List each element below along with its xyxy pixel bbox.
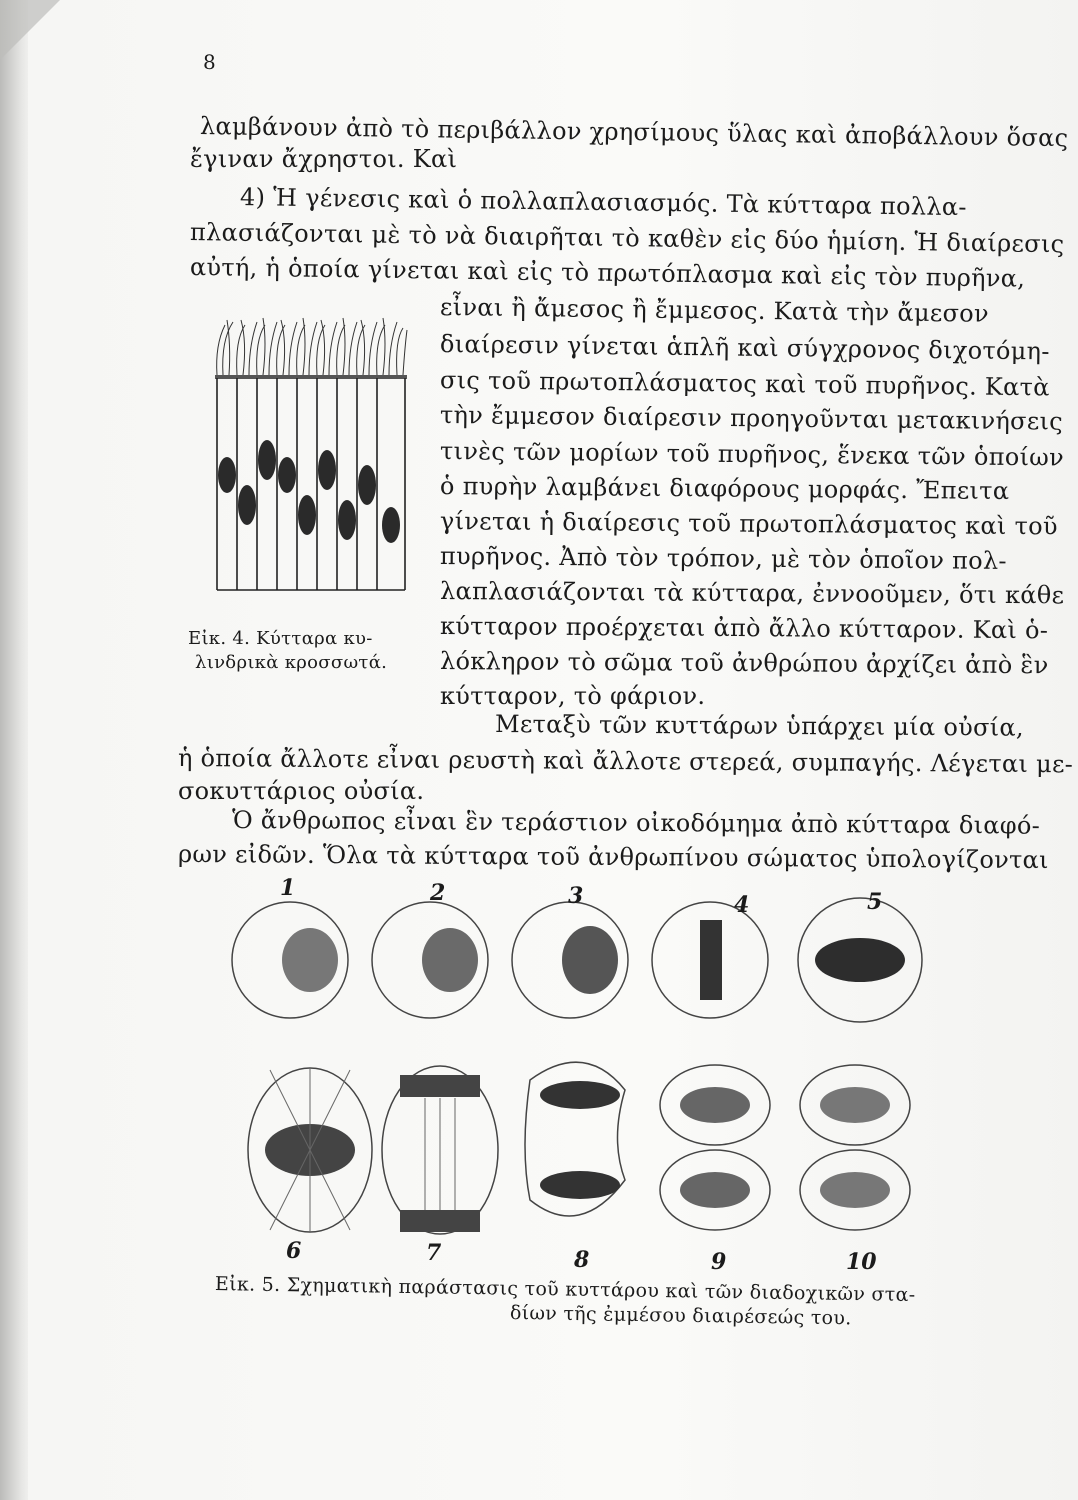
text-line: πλασιάζονται μὲ τὸ νὰ διαιρῆται τὸ καθὲν εἰς δύο ἡμίση. Ἡ διαίρεσις (189, 218, 1065, 259)
figure-5-caption-line: Εἰκ. 5. Σχηματικὴ παράστασις τοῦ κυττάρου καὶ τῶν διαδοχικῶν στα- (214, 1273, 916, 1307)
text-line: σις τοῦ πρωτοπλάσματος καὶ τοῦ πυρῆνος. Κατὰ (439, 366, 1050, 402)
stage-number: 10 (846, 1249, 877, 1275)
figure-5-caption-line: δίων τῆς ἐμμέσου διαιρέσεώς του. (509, 1302, 852, 1330)
stage-number: 3 (568, 883, 584, 909)
stage-number: 9 (711, 1249, 727, 1275)
page-number: 8 (203, 50, 216, 74)
figure-4-ciliated-cells (205, 300, 420, 600)
stage-number: 7 (426, 1240, 442, 1266)
figure-4-caption-line: λινδρικὰ κροσσωτά. (195, 652, 388, 673)
text-line: ὁ πυρὴν λαμβάνει διαφόρους μορφάς. Ἔπειτα (439, 472, 1010, 505)
text-line: τὴν ἔμμεσον διαίρεσιν προηγοῦνται μετακινήσεις (439, 401, 1064, 436)
stage-number: 1 (280, 875, 296, 901)
text-line: εἶναι ἢ ἄμεσος ἢ ἔμμεσος. Κατὰ τὴν ἄμεσον (439, 293, 990, 328)
stage-number: 4 (734, 892, 750, 918)
text-line: διαίρεσιν γίνεται ἁπλῆ καὶ σύγχρονος διχοτόμη- (439, 330, 1050, 366)
stage-number: 2 (430, 880, 446, 906)
text-line: αὐτή, ἡ ὁποία γίνεται καὶ εἰς τὸ πρωτόπλασμα καὶ εἰς τὸν πυρῆνα, (189, 253, 1026, 293)
stage-number: 6 (286, 1238, 302, 1264)
text-line: Μεταξὺ τῶν κυττάρων ὑπάρχει μία οὐσία, (494, 710, 1024, 742)
page-corner (0, 0, 60, 60)
text-line: ρων εἰδῶν. Ὅλα τὰ κύτταρα τοῦ ἀνθρωπίνου σώματος ὑπολογίζονται (177, 840, 1049, 875)
text-line: 4) Ἡ γένεσις καὶ ὁ πολλαπλασιασμός. Τὰ κύτταρα πολλα- (239, 183, 967, 222)
text-line: Ὁ ἄνθρωπος εἶναι ἓν τεράστιον οἰκοδόμημα ἀπὸ κύτταρα διαφό- (231, 806, 1041, 840)
text-line: γίνεται ἡ διαίρεσις τοῦ πρωτοπλάσματος καὶ τοῦ (439, 507, 1058, 541)
text-line: κύτταρον, τὸ φάριον. (440, 682, 706, 710)
text-line: ἔγιναν ἄχρηστοι. Καὶ (190, 145, 458, 173)
text-line: λαμβάνουν ἀπὸ τὸ περιβάλλον χρησίμους ὕλας καὶ ἀποβάλλουν ὅσας (199, 112, 1069, 153)
stage-number: 5 (867, 889, 883, 915)
stage-number: 8 (574, 1247, 590, 1273)
text-line: ἡ ὁποία ἄλλοτε εἶναι ρευστὴ καὶ ἄλλοτε στερεά, συμπαγής. Λέγεται με- (177, 744, 1074, 779)
text-line: τινὲς τῶν μορίων τοῦ πυρῆνος, ἕνεκα τῶν ὁποίων (439, 437, 1065, 472)
text-line: λαπλασιάζονται τὰ κύτταρα, ἐννοοῦμεν, ὅτι κάθε (439, 577, 1065, 610)
text-line: λόκληρον τὸ σῶμα τοῦ ἀνθρώπου ἀρχίζει ἀπὸ ἓν (439, 647, 1049, 680)
figure-5-mitosis-stages (230, 880, 950, 1280)
page-edge-shadow (0, 0, 28, 1500)
text-line: κύτταρον προέρχεται ἀπὸ ἄλλο κύτταρον. Καὶ ὁ- (439, 612, 1049, 645)
figure-4-caption-line: Εἰκ. 4. Κύτταρα κυ- (188, 628, 373, 649)
text-line: πυρῆνος. Ἀπὸ τὸν τρόπον, μὲ τὸν ὁποῖον πολ- (439, 542, 1007, 575)
text-line: σοκυττάριος οὐσία. (178, 777, 425, 805)
